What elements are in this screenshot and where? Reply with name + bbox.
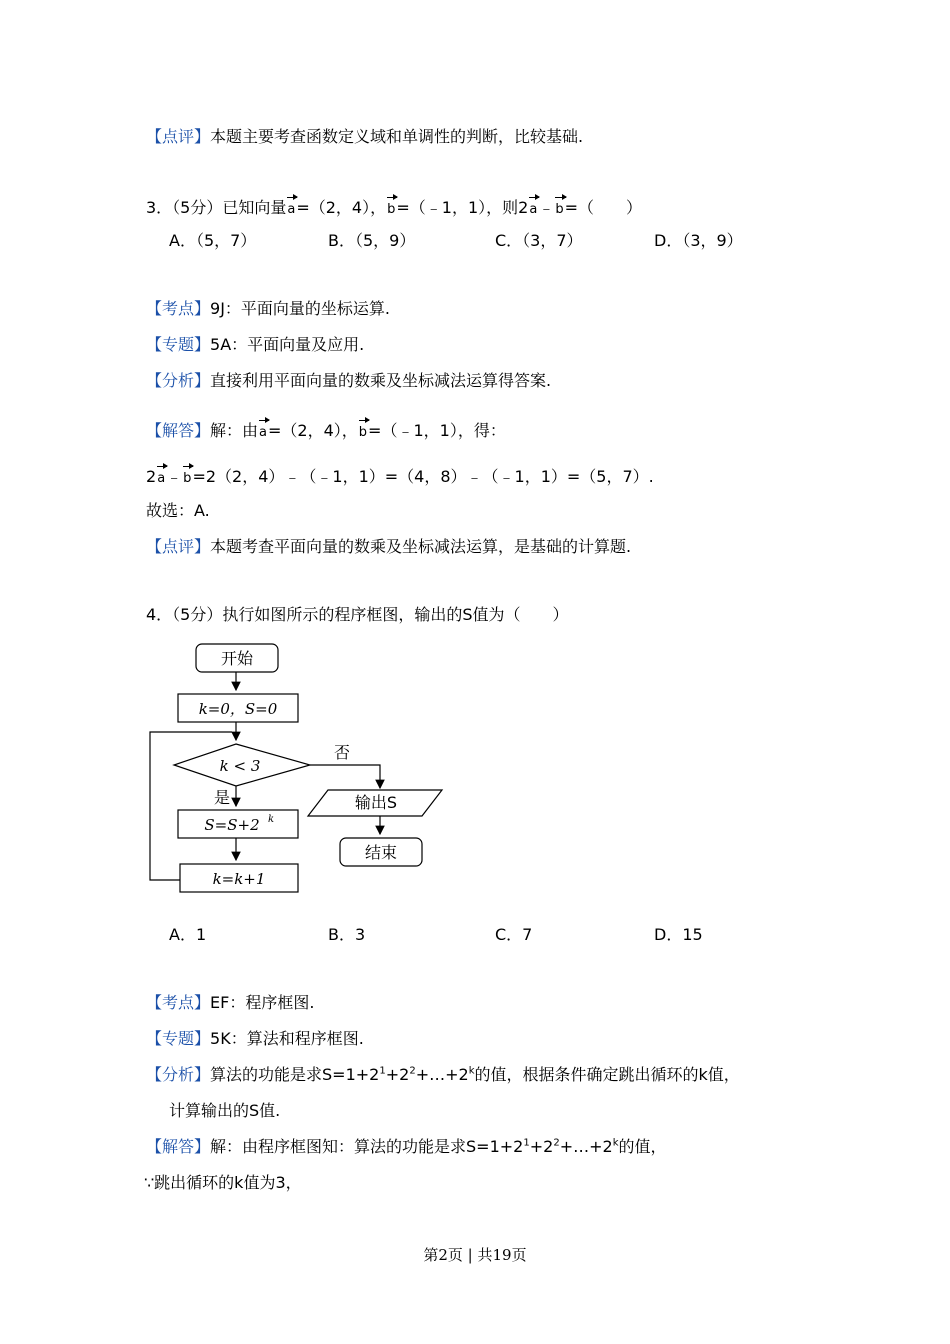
output-label: 输出S [354, 793, 398, 812]
calc-text: ﹣ [166, 467, 183, 486]
no-label: 否 [333, 743, 351, 762]
start-label: 开始 [220, 649, 254, 668]
condition-label: k < 3 [219, 757, 261, 775]
vector-a: a [287, 195, 295, 221]
superscript: 1 [379, 1065, 386, 1077]
jieda-text: =（2，4）， [268, 421, 358, 440]
q3-option-c: C．（3，7） [495, 231, 583, 250]
superscript: 2 [409, 1065, 416, 1077]
jieda-text: +2 [529, 1137, 554, 1156]
increment-label: k=k+1 [212, 870, 266, 888]
q3-option-b: B．（5，9） [328, 231, 416, 250]
fenxi-tag: 【分析】 [146, 371, 211, 390]
q4-option-c: C．7 [495, 925, 533, 944]
q4-since: ∵跳出循环的k值为3， [144, 1173, 302, 1192]
vector-b: b [555, 195, 563, 221]
kaodian-tag: 【考点】 [146, 993, 211, 1012]
vector-a: a [259, 418, 267, 444]
fenxi-text: 的值，根据条件确定跳出循环的k值， [474, 1065, 740, 1084]
q4-kaodian [146, 992, 314, 1014]
body-sup: k [267, 814, 275, 825]
jieda-text: =（﹣1，1），得： [368, 421, 506, 440]
end-label: 结束 [364, 843, 398, 862]
jieda-text: 的值， [618, 1137, 667, 1156]
q3-option-d: D．（3，9） [654, 231, 743, 250]
q3-choose: 故选：A. [146, 501, 210, 520]
jieda-tag: 【解答】 [146, 421, 211, 440]
q4-option-d: D．15 [654, 925, 703, 944]
vector-a: a [529, 195, 537, 221]
fenxi-text: +…+2 [415, 1065, 469, 1084]
q3-zhuanti [146, 334, 364, 356]
review-text: 本题主要考查函数定义域和单调性的判断，比较基础. [210, 127, 584, 146]
review-line-q2 [146, 126, 583, 148]
superscript: 1 [523, 1137, 530, 1149]
kaodian-tag: 【考点】 [146, 299, 211, 318]
q3-stem-part: =（2，4）， [296, 198, 387, 217]
zhuanti-text: 5K：算法和程序框图. [210, 1029, 364, 1048]
superscript: k [612, 1137, 619, 1149]
review-tag: 【点评】 [146, 537, 211, 556]
q4-option-a: A．1 [169, 925, 207, 944]
jieda-text: +…+2 [559, 1137, 613, 1156]
program-flowchart [140, 640, 460, 905]
superscript: 2 [553, 1137, 560, 1149]
review-tag: 【点评】 [146, 127, 211, 146]
zhuanti-tag: 【专题】 [146, 335, 211, 354]
zhuanti-tag: 【专题】 [146, 1029, 211, 1048]
superscript: k [468, 1065, 475, 1077]
q3-fenxi [146, 370, 551, 392]
q3-stem [146, 195, 642, 221]
fenxi-text: 算法的功能是求S=1+2 [210, 1065, 380, 1084]
yes-label: 是 [213, 788, 231, 807]
kaodian-text: 9J：平面向量的坐标运算. [210, 299, 391, 318]
q4-jieda [146, 1136, 667, 1158]
q3-jieda [146, 418, 506, 444]
body-label: S=S+2 [204, 816, 260, 834]
page-footer: 第2页 | 共19页 [423, 1246, 527, 1264]
fenxi-text: +2 [385, 1065, 410, 1084]
q3-stem-part: 3．（5分）已知向量 [146, 198, 287, 217]
jieda-text: 解：由程序框图知：算法的功能是求S=1+2 [210, 1137, 524, 1156]
kaodian-text: EF：程序框图. [210, 993, 315, 1012]
q4-stem: 4．（5分）执行如图所示的程序框图，输出的S值为（ ） [146, 605, 569, 624]
review-text: 本题考查平面向量的数乘及坐标减法运算，是基础的计算题. [210, 537, 632, 556]
vector-b: b [359, 418, 367, 444]
q4-option-b: B．3 [328, 925, 366, 944]
q4-zhuanti [146, 1028, 364, 1050]
jieda-tag: 【解答】 [146, 1137, 211, 1156]
q3-option-a: A．（5，7） [169, 231, 257, 250]
vector-b: b [183, 464, 191, 490]
q3-kaodian [146, 298, 390, 320]
calc-text: =2（2，4）﹣（﹣1，1）=（4，8）﹣（﹣1，1）=（5，7）. [192, 467, 654, 486]
q3-stem-part: =（ ） [564, 198, 643, 217]
calc-text: 2 [146, 467, 157, 486]
init-label: k=0，S=0 [198, 700, 278, 718]
vector-a: a [157, 464, 165, 490]
q4-fenxi-line2: 计算输出的S值. [169, 1101, 281, 1120]
fenxi-tag: 【分析】 [146, 1065, 211, 1084]
q3-review [146, 536, 631, 558]
fenxi-text: 直接利用平面向量的数乘及坐标减法运算得答案. [210, 371, 552, 390]
q4-fenxi [146, 1064, 740, 1086]
q3-calculation [146, 464, 654, 490]
q3-stem-part: =（﹣1，1），则2 [396, 198, 529, 217]
vector-b: b [387, 195, 395, 221]
jieda-text: 解：由 [210, 421, 259, 440]
zhuanti-text: 5A：平面向量及应用. [210, 335, 365, 354]
q3-stem-part: ﹣ [538, 198, 555, 217]
